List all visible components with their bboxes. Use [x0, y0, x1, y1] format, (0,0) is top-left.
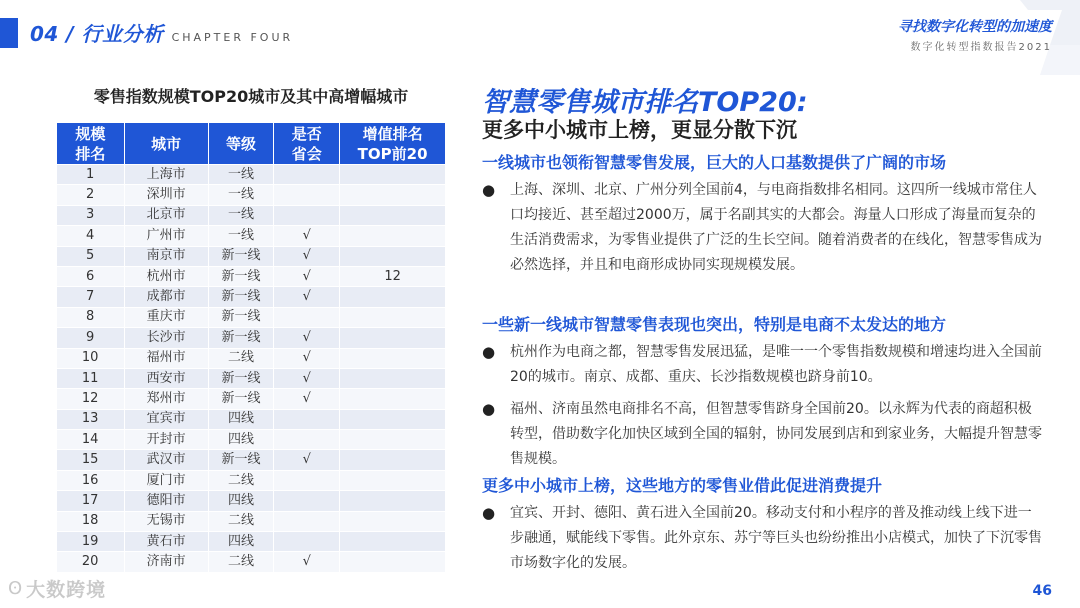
bullet-dot-icon: ●	[482, 400, 496, 418]
growth-rank-cell	[340, 226, 446, 246]
tier-cell: 二线	[208, 511, 274, 531]
rank-cell: 6	[57, 266, 125, 286]
growth-rank-cell	[340, 552, 446, 572]
section-marker-bar	[0, 18, 18, 48]
city-cell: 深圳市	[124, 185, 208, 205]
bullet-item	[482, 340, 1042, 390]
column-header: 等级	[208, 123, 274, 165]
growth-rank-cell	[340, 328, 446, 348]
city-cell: 成都市	[124, 287, 208, 307]
table-row	[57, 409, 446, 429]
report-tagline: 寻找数字化转型的加速度	[898, 19, 1052, 35]
growth-rank-cell	[340, 246, 446, 266]
city-ranking-table	[56, 122, 446, 573]
city-cell: 上海市	[124, 165, 208, 185]
section-heading: 一线城市也领衔智慧零售发展，巨大的人口基数提供了广阔的市场	[482, 153, 947, 172]
city-cell: 武汉市	[124, 450, 208, 470]
table-row	[57, 266, 446, 286]
city-cell: 广州市	[124, 226, 208, 246]
table-row	[57, 165, 446, 185]
bullet-dot-icon: ●	[482, 181, 496, 199]
rank-cell: 1	[57, 165, 125, 185]
city-cell: 西安市	[124, 368, 208, 388]
city-cell: 杭州市	[124, 266, 208, 286]
city-cell: 福州市	[124, 348, 208, 368]
section-header	[30, 18, 293, 47]
tier-cell: 新一线	[208, 307, 274, 327]
capital-cell	[274, 205, 340, 225]
capital-cell: √	[274, 450, 340, 470]
rank-cell: 13	[57, 409, 125, 429]
table-row	[57, 532, 446, 552]
city-cell: 南京市	[124, 246, 208, 266]
table-row	[57, 287, 446, 307]
page-number: 46	[1032, 583, 1052, 599]
growth-rank-cell	[340, 185, 446, 205]
bullet-text: 宜宾、开封、德阳、黄石进入全国前20。移动支付和小程序的普及推动线上线下进一步融通，赋能线下零售。此外京东、苏宁等巨头也纷纷推出小店模式，加快了下沉零售市场数字化的发展。	[510, 505, 1042, 571]
table-row	[57, 348, 446, 368]
tier-cell: 二线	[208, 552, 274, 572]
table-row	[57, 450, 446, 470]
table-row	[57, 389, 446, 409]
tier-cell: 新一线	[208, 328, 274, 348]
growth-rank-cell	[340, 450, 446, 470]
main-heading: 智慧零售城市排名TOP20:	[482, 87, 808, 118]
tier-cell: 一线	[208, 165, 274, 185]
rank-cell: 14	[57, 430, 125, 450]
section-title: 04 / 行业分析	[30, 22, 164, 46]
table-row	[57, 226, 446, 246]
rank-cell: 16	[57, 470, 125, 490]
growth-rank-cell	[340, 532, 446, 552]
city-cell: 长沙市	[124, 328, 208, 348]
growth-rank-cell	[340, 368, 446, 388]
watermark-logo	[8, 575, 106, 602]
growth-rank-cell	[340, 165, 446, 185]
section-heading: 更多中小城市上榜，这些地方的零售业借此促进消费提升	[482, 476, 883, 495]
growth-rank-cell	[340, 511, 446, 531]
growth-rank-cell	[340, 205, 446, 225]
capital-cell: √	[274, 246, 340, 266]
growth-rank-cell	[340, 287, 446, 307]
table-row	[57, 368, 446, 388]
capital-cell	[274, 511, 340, 531]
rank-cell: 2	[57, 185, 125, 205]
table-header-row	[57, 123, 446, 165]
main-subheading: 更多中小城市上榜，更显分散下沉	[482, 118, 797, 142]
growth-rank-cell	[340, 470, 446, 490]
tier-cell: 一线	[208, 185, 274, 205]
capital-cell	[274, 165, 340, 185]
city-cell: 无锡市	[124, 511, 208, 531]
tier-cell: 一线	[208, 226, 274, 246]
bullet-item	[482, 501, 1042, 576]
city-cell: 济南市	[124, 552, 208, 572]
tier-cell: 四线	[208, 430, 274, 450]
capital-cell	[274, 307, 340, 327]
tier-cell: 新一线	[208, 266, 274, 286]
capital-cell	[274, 470, 340, 490]
tier-cell: 四线	[208, 491, 274, 511]
city-cell: 黄石市	[124, 532, 208, 552]
report-branding	[898, 16, 1052, 53]
table-title: 零售指数规模TOP20城市及其中高增幅城市	[93, 87, 409, 106]
chapter-label: CHAPTER FOUR	[171, 31, 294, 44]
rank-cell: 11	[57, 368, 125, 388]
capital-cell	[274, 491, 340, 511]
table-row	[57, 430, 446, 450]
growth-rank-cell	[340, 491, 446, 511]
capital-cell	[274, 532, 340, 552]
bullet-text: 上海、深圳、北京、广州分列全国前4，与电商指数排名相同。这四所一线城市常住人口均接近、甚至超过2000万，属于名副其实的大都会。海量人口形成了海量而复杂的生活消费需求，为零售业提供了广泛的生长空间。随着消费者的在线化，智慧零售成为必然选择，并且和电商形成协同实现规模发展。	[510, 182, 1042, 273]
table-row	[57, 491, 446, 511]
tier-cell: 四线	[208, 409, 274, 429]
tier-cell: 新一线	[208, 450, 274, 470]
growth-rank-cell	[340, 348, 446, 368]
capital-cell: √	[274, 389, 340, 409]
growth-rank-cell	[340, 430, 446, 450]
tier-cell: 新一线	[208, 368, 274, 388]
bullet-item	[482, 397, 1042, 472]
growth-rank-cell	[340, 409, 446, 429]
column-header: 规模 排名	[57, 123, 125, 165]
bullet-text: 福州、济南虽然电商排名不高，但智慧零售跻身全国前20。以永辉为代表的商超积极转型，借助数字化加快区域到全国的辐射，协同发展到店和到家业务，大幅提升智慧零售规模。	[510, 401, 1042, 467]
rank-cell: 18	[57, 511, 125, 531]
table-body	[57, 165, 446, 573]
city-cell: 厦门市	[124, 470, 208, 490]
capital-cell: √	[274, 328, 340, 348]
city-cell: 宜宾市	[124, 409, 208, 429]
table-row	[57, 328, 446, 348]
tier-cell: 四线	[208, 532, 274, 552]
rank-cell: 10	[57, 348, 125, 368]
city-cell: 北京市	[124, 205, 208, 225]
column-header: 增值排名 TOP前20	[340, 123, 446, 165]
city-cell: 郑州市	[124, 389, 208, 409]
growth-rank-cell	[340, 307, 446, 327]
city-cell: 开封市	[124, 430, 208, 450]
column-header: 城市	[124, 123, 208, 165]
rank-cell: 12	[57, 389, 125, 409]
bullet-dot-icon: ●	[482, 504, 496, 522]
table-row	[57, 185, 446, 205]
capital-cell: √	[274, 226, 340, 246]
city-cell: 德阳市	[124, 491, 208, 511]
tier-cell: 一线	[208, 205, 274, 225]
capital-cell: √	[274, 552, 340, 572]
tier-cell: 二线	[208, 470, 274, 490]
rank-cell: 17	[57, 491, 125, 511]
brand-name: 大数跨境	[26, 579, 107, 601]
capital-cell: √	[274, 348, 340, 368]
rank-cell: 3	[57, 205, 125, 225]
capital-cell: √	[274, 368, 340, 388]
table-row	[57, 307, 446, 327]
growth-rank-cell: 12	[340, 266, 446, 286]
city-cell: 重庆市	[124, 307, 208, 327]
capital-cell: √	[274, 287, 340, 307]
rank-cell: 15	[57, 450, 125, 470]
capital-cell	[274, 185, 340, 205]
table-row	[57, 552, 446, 572]
tier-cell: 新一线	[208, 287, 274, 307]
capital-cell: √	[274, 266, 340, 286]
table-row	[57, 511, 446, 531]
rank-cell: 8	[57, 307, 125, 327]
table-row	[57, 470, 446, 490]
tier-cell: 新一线	[208, 389, 274, 409]
tier-cell: 二线	[208, 348, 274, 368]
column-header: 是否 省会	[274, 123, 340, 165]
brand-logo-icon: ʘ	[8, 578, 23, 599]
bullet-item	[482, 178, 1042, 278]
table-row	[57, 205, 446, 225]
capital-cell	[274, 430, 340, 450]
rank-cell: 5	[57, 246, 125, 266]
growth-rank-cell	[340, 389, 446, 409]
capital-cell	[274, 409, 340, 429]
rank-cell: 9	[57, 328, 125, 348]
rank-cell: 19	[57, 532, 125, 552]
rank-cell: 4	[57, 226, 125, 246]
tier-cell: 新一线	[208, 246, 274, 266]
table-row	[57, 246, 446, 266]
rank-cell: 20	[57, 552, 125, 572]
section-heading: 一些新一线城市智慧零售表现也突出，特别是电商不太发达的地方	[482, 315, 947, 334]
rank-cell: 7	[57, 287, 125, 307]
bullet-dot-icon: ●	[482, 343, 496, 361]
report-name: 数字化转型指数报告2021	[910, 42, 1052, 53]
bullet-text: 杭州作为电商之都，智慧零售发展迅猛，是唯一一个零售指数规模和增速均进入全国前20的城市。南京、成都、重庆、长沙指数规模也跻身前10。	[510, 344, 1042, 385]
